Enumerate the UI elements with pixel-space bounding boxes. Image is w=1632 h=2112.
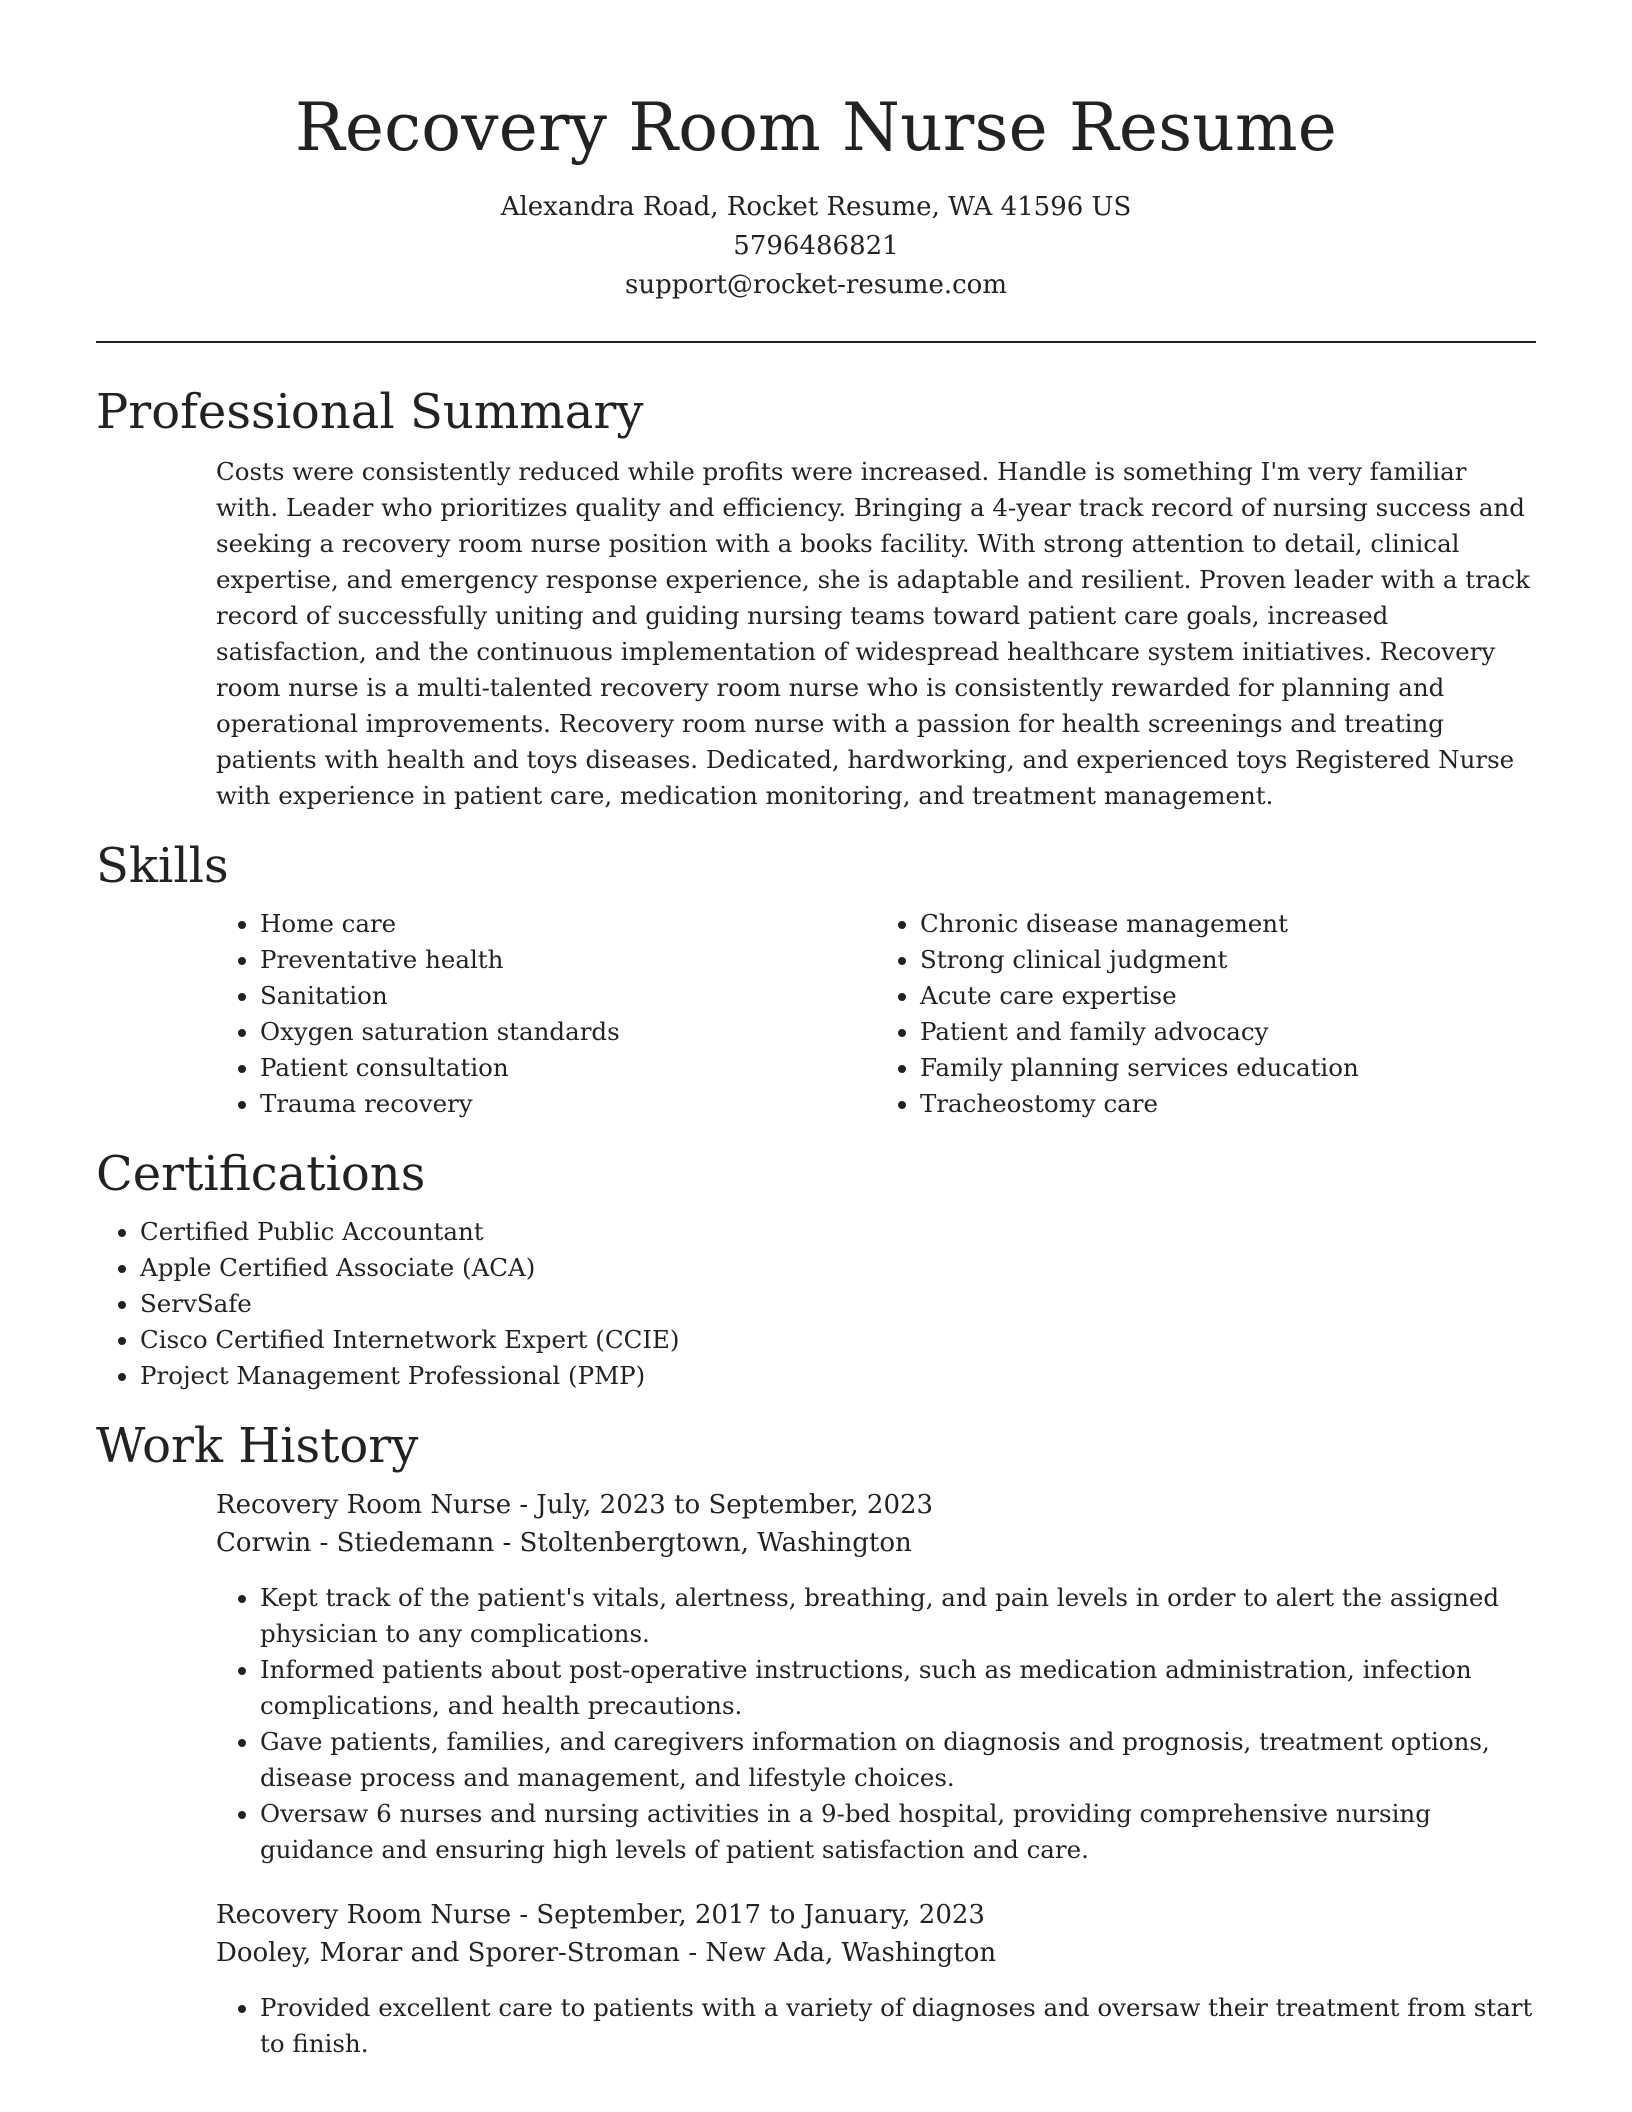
- skill-item: • Family planning services education: [920, 1050, 1536, 1086]
- certification-item: • ServSafe: [140, 1286, 1536, 1322]
- job-duty-item: • Oversaw 6 nurses and nursing activities in a 9-bed hospital, providing comprehensive nursing guidance and ensuring high levels of patient satisfaction and care.: [260, 1796, 1536, 1868]
- job-location: Stoltenbergtown, Washington: [519, 1528, 912, 1558]
- contact-email: support@rocket-resume.com: [624, 270, 1007, 300]
- certifications-section: [96, 1134, 1536, 1394]
- skill-item: • Trauma recovery: [260, 1086, 876, 1122]
- job-duties-list: [216, 1990, 1536, 2062]
- job-separator: -: [519, 1490, 537, 1520]
- work-history-section: [96, 1406, 1536, 2062]
- skills-columns: [216, 906, 1536, 1122]
- job-duty-item: • Gave patients, families, and caregivers information on diagnosis and prognosis, treatment options, disease process and management, and lifestyle choices.: [260, 1724, 1536, 1796]
- job-title: Recovery Room Nurse: [216, 1490, 512, 1520]
- skill-item: • Acute care expertise: [920, 978, 1536, 1014]
- job-duty-item: • Kept track of the patient's vitals, alertness, breathing, and pain levels in order to alert the assigned physician to any complications.: [260, 1580, 1536, 1652]
- resume-content: [96, 372, 1536, 2062]
- job-entry: [216, 1486, 1536, 1868]
- certifications-list: [96, 1214, 1536, 1394]
- job-separator: -: [519, 1900, 537, 1930]
- skill-item: • Strong clinical judgment: [920, 942, 1536, 978]
- job-duty-item: • Provided excellent care to patients with a variety of diagnoses and oversaw their treatment from start to finish.: [260, 1990, 1536, 2062]
- job-company-line: [216, 1524, 1536, 1562]
- job-title: Recovery Room Nurse: [216, 1900, 512, 1930]
- certification-item: • Cisco Certified Internetwork Expert (CCIE): [140, 1322, 1536, 1358]
- skill-item: • Patient consultation: [260, 1050, 876, 1086]
- job-separator: -: [688, 1938, 706, 1968]
- resume-title: Recovery Room Nurse Resume: [294, 89, 1338, 166]
- certification-item: • Apple Certified Associate (ACA): [140, 1250, 1536, 1286]
- job-duty-item: • Informed patients about post-operative instructions, such as medication administration, infection complications, and health precautions.: [260, 1652, 1536, 1724]
- job-company: Dooley, Morar and Sporer-Stroman: [216, 1938, 681, 1968]
- resume-header: [0, 0, 1632, 305]
- skills-heading: Skills: [96, 838, 229, 894]
- skill-item: • Home care: [260, 906, 876, 942]
- skills-section: [96, 826, 1536, 1122]
- work-history-heading: Work History: [96, 1418, 419, 1474]
- certification-item: • Certified Public Accountant: [140, 1214, 1536, 1250]
- skill-item: • Oxygen saturation standards: [260, 1014, 876, 1050]
- skill-item: • Chronic disease management: [920, 906, 1536, 942]
- job-location: New Ada, Washington: [705, 1938, 997, 1968]
- skill-item: • Sanitation: [260, 978, 876, 1014]
- summary-text: Costs were consistently reduced while profits were increased. Handle is something I'm very familiar with. Leader who prioritizes quality and efficiency. Bringing a 4-year track record of nursing success and seeking a recovery room nurse position with a books facility. With strong attention to detail, clinical expertise, and emergency response experience, she is adaptable and resilient. Proven leader with a track record of successfully uniting and guiding nursing teams toward patient care goals, increased satisfaction, and the continuous implementation of widespread healthcare system initiatives. Recovery room nurse is a multi-talented recovery room nurse who is consistently rewarded for planning and operational improvements. Recovery room nurse with a passion for health screenings and treating patients with health and toys diseases. Dedicated, hardworking, and experienced toys Registered Nurse with experience in patient care, medication monitoring, and treatment management.: [216, 457, 1530, 810]
- job-company-line: [216, 1934, 1536, 1972]
- skill-item: • Patient and family advocacy: [920, 1014, 1536, 1050]
- job-dates: July, 2023 to September, 2023: [536, 1490, 934, 1520]
- certification-item: • Project Management Professional (PMP): [140, 1358, 1536, 1394]
- job-title-line: [216, 1486, 1536, 1524]
- contact-address: Alexandra Road, Rocket Resume, WA 41596 US: [500, 192, 1132, 222]
- job-dates: September, 2017 to January, 2023: [536, 1900, 985, 1930]
- summary-heading: Professional Summary: [96, 384, 644, 440]
- skill-item: • Tracheostomy care: [920, 1086, 1536, 1122]
- certifications-heading: Certifications: [96, 1146, 426, 1202]
- job-separator: -: [502, 1528, 520, 1558]
- skill-item: • Preventative health: [260, 942, 876, 978]
- contact-info: [0, 188, 1632, 305]
- job-company: Corwin - Stiedemann: [216, 1528, 495, 1558]
- skills-list-right: [876, 906, 1536, 1122]
- job-title-line: [216, 1896, 1536, 1934]
- contact-phone: 5796486821: [733, 231, 899, 261]
- job-entry: [216, 1896, 1536, 2062]
- header-divider: [96, 341, 1536, 343]
- skills-list-left: [216, 906, 876, 1122]
- job-duties-list: [216, 1580, 1536, 1868]
- summary-section: [96, 372, 1536, 814]
